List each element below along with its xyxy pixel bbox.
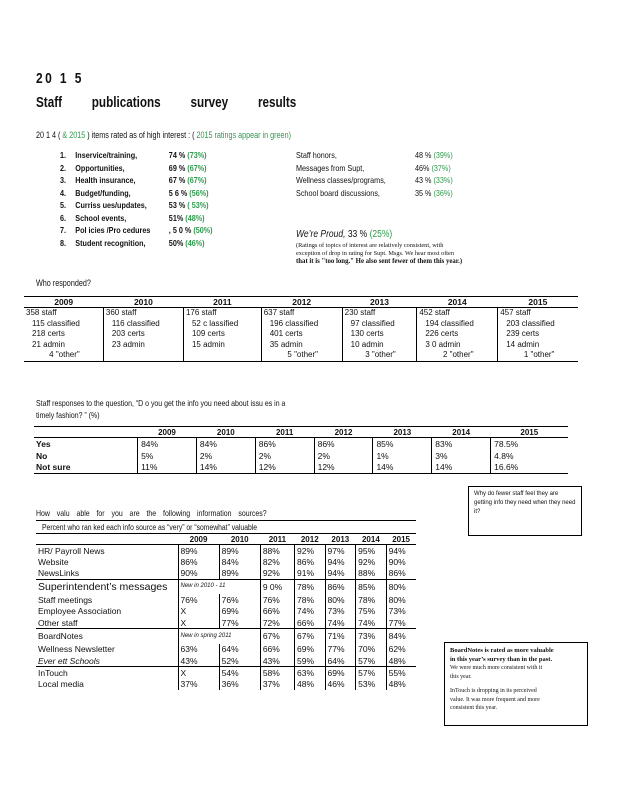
cell-value: 84% xyxy=(196,438,255,450)
who-entry: 637 staff xyxy=(263,308,295,317)
cell-value: 16.6% xyxy=(491,462,568,474)
item-label: School events, xyxy=(75,212,127,223)
cell-value: 77% xyxy=(386,617,416,629)
source-name: NewsLinks xyxy=(36,568,178,580)
cell-value: 2% xyxy=(314,450,373,462)
cell-value: 63% xyxy=(178,644,219,656)
callout-boardnotes xyxy=(444,642,588,726)
year-header: 2010 xyxy=(103,297,183,308)
cell-value: 57% xyxy=(356,667,387,679)
source-name: Other staff xyxy=(36,617,178,629)
cell-value: 88% xyxy=(356,568,387,580)
cell-note: New in 2010 - 11 xyxy=(178,579,260,594)
year-header: 2015 xyxy=(498,297,578,308)
note-line-1: (Ratings of topics of interest are relatively consistent, with xyxy=(296,242,444,249)
cell-value: 69% xyxy=(219,606,260,618)
cell-value: 48% xyxy=(294,678,325,690)
cell-value: 62% xyxy=(386,644,416,656)
year-header: 2012 xyxy=(314,427,373,438)
year-header: 2009 xyxy=(24,297,103,308)
who-entry: 226 certs xyxy=(425,329,459,338)
item-label: Staff honors, xyxy=(296,150,337,160)
who-entry: 401 certs xyxy=(269,329,303,338)
cell-value: 73% xyxy=(386,606,416,618)
cell-value: 74% xyxy=(356,617,387,629)
cell-value: 89% xyxy=(178,545,219,557)
item-label: Inservice/training, xyxy=(75,150,138,160)
who-entry: 1 "other" xyxy=(523,350,555,359)
interest-item xyxy=(60,175,207,185)
source-name: Employee Association xyxy=(38,606,122,617)
who-responded-title: Who responded? xyxy=(36,278,91,288)
cell-value: 73% xyxy=(325,606,356,618)
item-green-pct: (73%) xyxy=(187,150,207,160)
row-label: Yes xyxy=(36,438,51,449)
source-row xyxy=(36,644,416,656)
cell-value: 72% xyxy=(260,617,294,629)
note-line-3: that it is "too long." He also sent fewer of them this year.) xyxy=(296,258,463,265)
item-label: School board discussions, xyxy=(296,187,380,198)
cell-value: 66% xyxy=(294,617,325,629)
item-number: 6. xyxy=(60,212,67,223)
timely-question-line-2: timely fashion? ” (%) xyxy=(36,410,100,420)
cell-value: 78% xyxy=(294,579,325,594)
source-name: HR/ Payroll News xyxy=(38,545,105,556)
cell-value: 77% xyxy=(219,617,260,629)
report-year: 20 1 5 xyxy=(36,70,84,87)
cell-value: 80% xyxy=(386,594,416,606)
year-header: 2011 xyxy=(183,297,261,308)
source-name: Ever ett Schools xyxy=(36,655,178,667)
cell-value: 74% xyxy=(294,606,325,618)
cell-value: 86% xyxy=(325,579,356,594)
cell-value: 86% xyxy=(314,438,373,450)
interest-item xyxy=(60,238,205,248)
cell-value: 84% xyxy=(138,438,197,450)
item-green-pct: (36%) xyxy=(433,187,453,198)
source-row xyxy=(36,678,416,690)
cell-value: 92% xyxy=(356,556,387,568)
item-green-pct: (37%) xyxy=(431,162,451,173)
cell-value: 12% xyxy=(314,462,373,474)
item-pct: 69 % xyxy=(168,162,186,173)
item-pct: , 5 0 % xyxy=(168,225,192,235)
cell-value: 67% xyxy=(294,629,325,644)
item-green-pct: (46%) xyxy=(185,237,205,248)
cell-value: 43% xyxy=(260,655,294,667)
timely-row xyxy=(34,438,568,450)
cell-value: 84% xyxy=(386,629,416,644)
who-body-row xyxy=(24,308,578,362)
cell-value: 86% xyxy=(386,568,416,580)
who-entry: 15 admin xyxy=(191,339,225,349)
item-pct: 35 % xyxy=(415,187,432,198)
who-entry: 230 staff xyxy=(344,308,376,317)
item-pct: 5 6 % xyxy=(168,187,188,198)
row-label: Not sure xyxy=(34,462,138,474)
item-green-pct: (67%) xyxy=(187,162,207,173)
cell-value: 57% xyxy=(356,655,387,667)
year-header: 2009 xyxy=(178,534,219,545)
who-entry: 2 "other" xyxy=(442,350,474,359)
callout-2-line-7: consistent this year. xyxy=(450,705,498,711)
year-header: 2014 xyxy=(432,427,491,438)
cell-value: 4.8% xyxy=(491,450,568,462)
interest-item-right xyxy=(296,175,453,185)
cell-value: 53% xyxy=(356,678,387,690)
cell-value: 75% xyxy=(356,606,387,618)
cell-value: 92% xyxy=(294,545,325,557)
item-pct: 67 % xyxy=(168,175,186,185)
year-header: 2010 xyxy=(219,534,260,545)
cell-value: 55% xyxy=(386,667,416,679)
cell-value: 2% xyxy=(255,450,314,462)
item-label: Health insurance, xyxy=(75,175,136,185)
who-column xyxy=(103,308,183,362)
cell-value: 48% xyxy=(386,655,416,667)
cell-value: 80% xyxy=(325,594,356,606)
source-row xyxy=(36,629,416,644)
year-header: 2015 xyxy=(491,427,568,438)
who-column xyxy=(183,308,261,362)
interest-header-mid: ) items rated as of high interest : ( xyxy=(85,130,195,140)
interest-item xyxy=(60,200,209,210)
item-label: Wellness classes/programs, xyxy=(296,175,386,185)
interest-item-right xyxy=(296,150,453,160)
who-entry: 457 staff xyxy=(500,308,531,317)
item-pct: 53 % xyxy=(168,200,186,210)
cell-value: 92% xyxy=(260,568,294,580)
cell-value: 94% xyxy=(325,568,356,580)
source-name: Website xyxy=(38,556,69,567)
source-row xyxy=(36,617,416,629)
interest-header xyxy=(36,130,291,140)
item-label: Opportunities, xyxy=(75,162,125,173)
item-number: 1. xyxy=(60,150,67,160)
cell-value: 84% xyxy=(219,556,260,568)
who-column xyxy=(417,308,498,362)
source-row xyxy=(36,667,416,679)
callout-2-line-1: BoardNotes is rated as more valuable xyxy=(450,647,554,654)
sources-question: How valu able for you are the following information sources? xyxy=(36,508,267,518)
cell-value: 1% xyxy=(373,450,432,462)
callout-2-line-6: value. It was more frequent and more xyxy=(450,696,540,703)
cell-value: 78% xyxy=(356,594,387,606)
cell-value: 11% xyxy=(138,462,197,474)
cell-value: 14% xyxy=(373,462,432,474)
item-label: Messages from Supt, xyxy=(296,162,365,173)
year-header: 2013 xyxy=(342,297,417,308)
cell-value: 64% xyxy=(219,644,260,656)
item-green-pct: (67%) xyxy=(187,175,207,185)
item-pct: 50% xyxy=(168,237,184,248)
source-name: Staff meetings xyxy=(38,594,93,605)
who-entry: 116 classified xyxy=(111,318,160,328)
source-row xyxy=(36,655,416,667)
year-header: 2014 xyxy=(356,534,387,545)
cell-value: 90% xyxy=(386,556,416,568)
cell-value: 85% xyxy=(356,579,387,594)
proud-green: (25%) xyxy=(369,229,393,240)
cell-value: 46% xyxy=(325,678,356,690)
cell-value: 59% xyxy=(294,655,325,667)
interest-item xyxy=(60,213,205,223)
who-entry: 130 certs xyxy=(350,329,384,338)
cell-value: 69% xyxy=(325,667,356,679)
cell-value: 36% xyxy=(219,678,260,690)
interest-header-prefix: 20 1 4 ( xyxy=(36,130,63,140)
year-header: 2015 xyxy=(386,534,416,545)
sources-table xyxy=(36,520,416,690)
interest-item xyxy=(60,225,213,235)
cell-value: 63% xyxy=(294,667,325,679)
who-entry: 3 "other" xyxy=(365,350,396,359)
who-entry: 203 classified xyxy=(506,318,555,328)
item-pct: 46% xyxy=(415,162,430,173)
who-entry: 115 classified xyxy=(32,318,80,328)
interest-header-2015: & 2015 xyxy=(62,130,86,140)
cell-value: 89% xyxy=(219,568,260,580)
cell-value: 14% xyxy=(432,462,491,474)
who-entry: 194 classified xyxy=(425,318,474,328)
who-entry: 3 0 admin xyxy=(425,339,461,349)
year-header: 2013 xyxy=(373,427,432,438)
item-number: 5. xyxy=(60,200,67,210)
cell-value: 70% xyxy=(356,644,387,656)
cell-value: 64% xyxy=(325,655,356,667)
cell-value: 37% xyxy=(178,678,219,690)
source-row xyxy=(36,568,416,580)
blank-header xyxy=(34,427,138,438)
cell-value: 88% xyxy=(260,545,294,557)
who-entry: 21 admin xyxy=(32,339,65,349)
source-name: Superintendent’s messages xyxy=(38,580,168,593)
item-number: 2. xyxy=(60,162,67,173)
cell-value: 52% xyxy=(219,655,260,667)
cell-value: 94% xyxy=(386,545,416,557)
year-header: 2013 xyxy=(325,534,356,545)
source-row xyxy=(36,606,416,618)
proud-pct: 33 % xyxy=(347,229,368,240)
source-row xyxy=(36,579,416,594)
interest-item xyxy=(60,188,209,198)
timely-row xyxy=(34,462,568,474)
who-entry: 5 "other" xyxy=(287,350,318,359)
item-number: 4. xyxy=(60,187,67,198)
proud-label: We’re Proud, xyxy=(296,229,346,240)
percent-header xyxy=(36,521,416,534)
cell-value: 86% xyxy=(255,438,314,450)
cell-value: 69% xyxy=(294,644,325,656)
cell-value: 89% xyxy=(219,545,260,557)
who-entry: 218 certs xyxy=(32,329,65,338)
item-number: 7. xyxy=(60,225,67,235)
year-header: 2011 xyxy=(255,427,314,438)
proud-item xyxy=(296,229,392,240)
timely-header-row xyxy=(34,427,568,438)
cell-value: X xyxy=(178,617,219,629)
source-name: BoardNotes xyxy=(38,631,83,642)
cell-value: 76% xyxy=(219,594,260,606)
item-label: Budget/funding, xyxy=(75,187,131,198)
cell-value: 67% xyxy=(260,629,294,644)
item-green-pct: (48%) xyxy=(185,212,205,223)
who-entry: 196 classified xyxy=(269,318,319,328)
item-pct: 74 % xyxy=(168,150,186,160)
who-entry xyxy=(106,350,183,361)
cell-value: 66% xyxy=(260,606,294,618)
cell-value: 71% xyxy=(325,629,356,644)
who-entry: 239 certs xyxy=(506,329,540,338)
year-header: 2012 xyxy=(294,534,325,545)
source-row xyxy=(36,545,416,557)
year-header: 2014 xyxy=(417,297,498,308)
cell-value: 3% xyxy=(432,450,491,462)
source-name: Local media xyxy=(38,678,84,689)
cell-value: 95% xyxy=(356,545,387,557)
item-green-pct: (56%) xyxy=(189,187,209,198)
cell-value: 85% xyxy=(373,438,432,450)
cell-value: 94% xyxy=(325,556,356,568)
cell-value: 77% xyxy=(325,644,356,656)
interest-item xyxy=(60,163,207,173)
cell-value: 43% xyxy=(178,655,219,667)
source-row xyxy=(36,594,416,606)
source-name: Wellness Newsletter xyxy=(38,644,115,655)
cell-value: 14% xyxy=(196,462,255,474)
source-row xyxy=(36,556,416,568)
cell-value: 5% xyxy=(138,450,197,462)
cell-value: X xyxy=(178,667,219,679)
who-entry: 14 admin xyxy=(506,339,540,349)
cell-value: X xyxy=(178,606,219,618)
interest-header-green: 2015 ratings appear in green) xyxy=(194,130,291,140)
who-column xyxy=(342,308,417,362)
item-green-pct: (39%) xyxy=(433,150,453,160)
callout-why-fewer: Why do fewer staff feel they are getting info they need when they need it? xyxy=(468,486,582,536)
percent-header-text: Percent who ran ked each info source as “very” or “somewhat” valuable xyxy=(42,522,258,532)
who-column xyxy=(498,308,578,362)
interest-item-right xyxy=(296,163,451,173)
cell-value: 9 0% xyxy=(260,579,294,594)
cell-value: 73% xyxy=(356,629,387,644)
cell-value: 83% xyxy=(432,438,491,450)
cell-value: 80% xyxy=(386,579,416,594)
cell-note: New in spring 2011 xyxy=(178,629,260,644)
who-entry: 360 staff xyxy=(105,308,137,317)
blank-header xyxy=(36,534,178,545)
row-label: No xyxy=(36,450,48,461)
year-header: 2011 xyxy=(260,534,294,545)
year-header: 2012 xyxy=(261,297,342,308)
who-entry: 4 "other" xyxy=(49,350,80,359)
callout-2-line-3: We were much more consistent with it xyxy=(450,665,543,671)
sources-year-row xyxy=(36,534,416,545)
timely-question-line-1: Staff responses to the question, “D o you get the info you need about issu es in a xyxy=(36,398,286,408)
who-entry: 52 c lassified xyxy=(191,318,239,328)
cell-value: 91% xyxy=(294,568,325,580)
who-entry: 10 admin xyxy=(350,339,384,349)
cell-value: 37% xyxy=(260,678,294,690)
cell-value: 66% xyxy=(260,644,294,656)
cell-value: 86% xyxy=(178,556,219,568)
who-entry: 176 staff xyxy=(185,308,217,317)
year-header: 2009 xyxy=(138,427,197,438)
who-header-row xyxy=(24,297,578,308)
item-label: Pol icies /Pro cedures xyxy=(75,225,151,235)
who-entry xyxy=(186,350,261,361)
timely-row xyxy=(34,450,568,462)
item-label: Student recognition, xyxy=(75,237,146,248)
cell-value: 76% xyxy=(260,594,294,606)
interest-item xyxy=(60,150,207,160)
who-responded-table xyxy=(24,296,578,362)
cell-value: 97% xyxy=(325,545,356,557)
item-green-pct: (50%) xyxy=(193,225,213,235)
interest-item-right xyxy=(296,188,453,198)
cell-value: 86% xyxy=(294,556,325,568)
who-column xyxy=(261,308,342,362)
cell-value: 76% xyxy=(178,594,219,606)
who-entry: 203 certs xyxy=(111,329,145,338)
item-green-pct: ( 53%) xyxy=(187,200,209,210)
who-column xyxy=(24,308,103,362)
note-line-2: exception of drop in rating for Supt. Msgs. We hear most often xyxy=(296,250,454,257)
timely-table xyxy=(34,426,568,474)
item-number: 8. xyxy=(60,237,67,248)
cell-value: 78% xyxy=(294,594,325,606)
callout-2-line-2: in this year’s survey than in the past. xyxy=(450,655,553,663)
who-entry: 97 classified xyxy=(350,318,395,328)
who-entry: 358 staff xyxy=(26,308,57,317)
item-green-pct: (33%) xyxy=(433,175,453,185)
who-entry: 23 admin xyxy=(111,339,145,349)
callout-2-line-4: this year. xyxy=(450,673,472,680)
callout-2-line-5: InTouch is dropping in its perceived xyxy=(450,688,537,694)
cell-value: 82% xyxy=(260,556,294,568)
source-name: InTouch xyxy=(38,667,68,678)
cell-value: 2% xyxy=(196,450,255,462)
item-number: 3. xyxy=(60,175,67,185)
who-entry: 109 certs xyxy=(191,329,225,338)
item-label: Curriss ues/updates, xyxy=(75,200,147,210)
report-title: Staff publications survey results xyxy=(36,94,297,111)
who-entry: 35 admin xyxy=(269,339,303,349)
year-header: 2010 xyxy=(196,427,255,438)
cell-value: 58% xyxy=(260,667,294,679)
cell-value: 48% xyxy=(386,678,416,690)
cell-value: 12% xyxy=(255,462,314,474)
cell-value: 78.5% xyxy=(491,438,568,450)
who-entry: 452 staff xyxy=(419,308,450,317)
item-pct: 43 % xyxy=(415,175,432,185)
cell-value: 74% xyxy=(325,617,356,629)
cell-value: 90% xyxy=(178,568,219,580)
item-pct: 51% xyxy=(168,212,184,223)
cell-value: 54% xyxy=(219,667,260,679)
item-pct: 48 % xyxy=(415,150,432,160)
